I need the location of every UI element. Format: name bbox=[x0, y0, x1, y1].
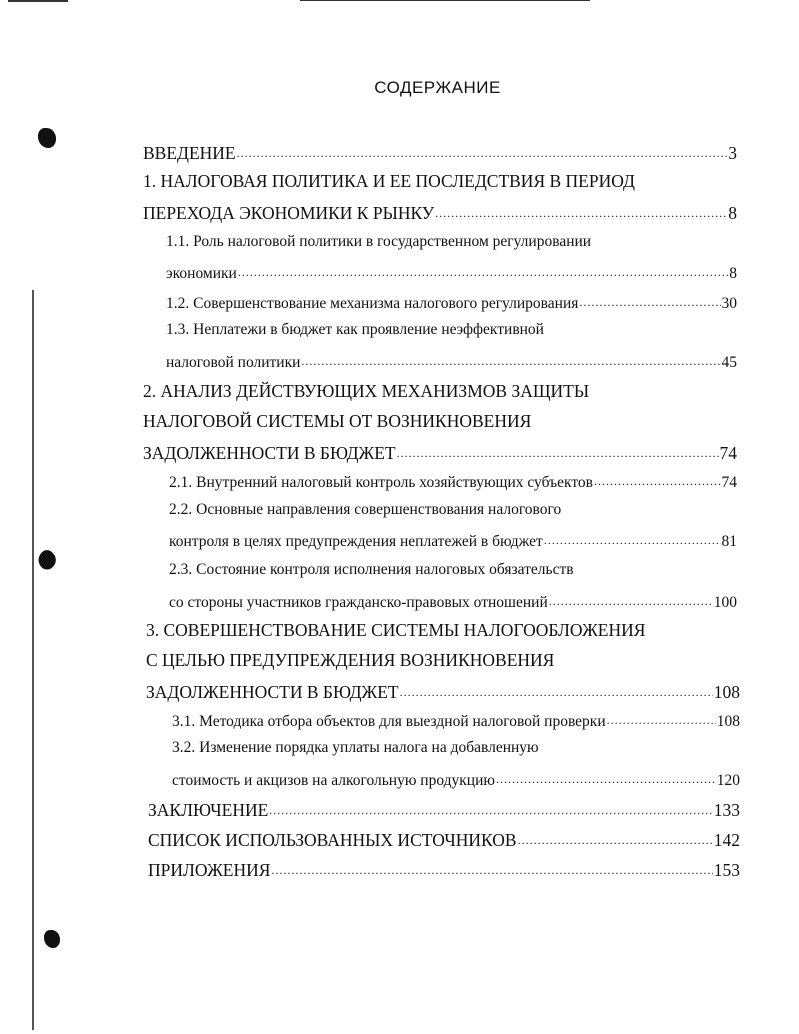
toc-leader-dots bbox=[579, 292, 720, 308]
toc-leader-dots bbox=[238, 262, 728, 278]
scan-artifact-top bbox=[300, 0, 590, 1]
toc-leader-dots bbox=[271, 858, 712, 876]
toc-entry-chapter-1: 1. НАЛОГОВАЯ ПОЛИТИКА И ЕЕ ПОСЛЕДСТВИЯ В ПЕРИОД bbox=[143, 171, 635, 191]
toc-entry-text: 2.1. Внутренний налоговый контроль хозяйствующих субъектов bbox=[169, 473, 593, 491]
toc-page-number: 3 bbox=[728, 142, 737, 163]
toc-entry-chapter-3-cont bbox=[146, 680, 740, 703]
toc-entry-conclusion bbox=[148, 798, 740, 821]
toc-entry-text: ЗАДОЛЖЕННОСТИ В БЮДЖЕТ bbox=[143, 442, 396, 463]
toc-entry-text: 3.1. Методика отбора объектов для выездной налоговой проверки bbox=[172, 712, 606, 730]
toc-entry-text: контроля в целях предупреждения неплатежей в бюджет bbox=[169, 532, 543, 550]
toc-page-number: 100 bbox=[713, 593, 737, 611]
toc-entry-text: ПЕРЕХОДА ЭКОНОМИКИ К РЫНКУ bbox=[143, 202, 435, 223]
toc-leader-dots bbox=[544, 530, 721, 546]
toc-entry-chapter-2-cont: НАЛОГОВОЙ СИСТЕМЫ ОТ ВОЗНИКНОВЕНИЯ bbox=[143, 411, 532, 431]
toc-entry-section-2-3: 2.3. Состояние контроля исполнения налоговых обязательств bbox=[169, 561, 574, 578]
toc-leader-dots bbox=[237, 141, 728, 159]
toc-entry-sources bbox=[148, 828, 740, 851]
toc-leader-dots bbox=[518, 828, 713, 846]
toc-entry-chapter-3-cont: С ЦЕЛЬЮ ПРЕДУПРЕЖДЕНИЯ ВОЗНИКНОВЕНИЯ bbox=[146, 650, 555, 670]
toc-page-number: 8 bbox=[729, 264, 737, 282]
toc-entry-chapter-2: 2. АНАЛИЗ ДЕЙСТВУЮЩИХ МЕХАНИЗМОВ ЗАЩИТЫ bbox=[143, 381, 590, 401]
toc-entry-section-1-3-cont bbox=[166, 351, 737, 372]
toc-entry-text: экономики bbox=[166, 264, 237, 282]
toc-page-number: 133 bbox=[713, 799, 740, 820]
toc-page-number: 81 bbox=[721, 532, 737, 550]
toc-entry-chapter-2-cont bbox=[143, 441, 737, 464]
scan-artifact-left bbox=[32, 290, 34, 1030]
toc-page-number: 8 bbox=[728, 202, 737, 223]
toc-entry-section-3-2: 3.2. Изменение порядка уплаты налога на добавленную bbox=[172, 739, 539, 756]
toc-leader-dots bbox=[435, 201, 727, 219]
toc-entry-section-1-1: 1.1. Роль налоговой политики в государственном регулировании bbox=[166, 233, 592, 250]
toc-page-number: 120 bbox=[716, 771, 740, 789]
toc-entry-section-1-3: 1.3. Неплатежи в бюджет как проявление неэффективной bbox=[166, 321, 544, 338]
toc-page-number: 74 bbox=[719, 442, 737, 463]
toc-entry-appendix bbox=[148, 858, 740, 881]
toc-leader-dots bbox=[496, 769, 716, 785]
toc-entry-text: 1.2. Совершенствование механизма налогового регулирования bbox=[166, 294, 579, 312]
toc-page-number: 153 bbox=[713, 859, 740, 880]
toc-entry-section-1-1-cont bbox=[166, 262, 737, 283]
scan-artifact-top bbox=[8, 0, 68, 2]
toc-entry-text: ЗАКЛЮЧЕНИЕ bbox=[148, 799, 269, 820]
toc-leader-dots bbox=[397, 441, 719, 459]
toc-page-number: 45 bbox=[721, 353, 737, 371]
toc-entry-section-2-1 bbox=[169, 471, 737, 492]
page-title: СОДЕРЖАНИЕ bbox=[374, 78, 501, 97]
toc-entry-section-1-2 bbox=[166, 292, 737, 313]
toc-entry-section-3-2-cont bbox=[172, 769, 740, 790]
toc-leader-dots bbox=[301, 351, 720, 367]
toc-entry-text: ЗАДОЛЖЕННОСТИ В БЮДЖЕТ bbox=[146, 681, 399, 702]
toc-leader-dots bbox=[594, 471, 721, 487]
toc-page-number: 108 bbox=[713, 681, 740, 702]
toc-entry-text: СПИСОК ИСПОЛЬЗОВАННЫХ ИСТОЧНИКОВ bbox=[148, 829, 517, 850]
scan-blot bbox=[44, 930, 60, 948]
toc-entry-text: налоговой политики bbox=[166, 353, 301, 371]
toc-entry-text: ПРИЛОЖЕНИЯ bbox=[148, 859, 271, 880]
toc-page-number: 142 bbox=[713, 829, 740, 850]
toc-leader-dots bbox=[400, 680, 713, 698]
toc-entry-section-2-2-cont bbox=[169, 530, 737, 551]
scan-blot bbox=[38, 128, 56, 148]
toc-entry-chapter-1-cont bbox=[143, 201, 737, 224]
toc-leader-dots bbox=[549, 591, 713, 607]
toc-entry-text: со стороны участников гражданско-правовых отношений bbox=[169, 593, 548, 611]
toc-page-number: 30 bbox=[721, 294, 737, 312]
toc-leader-dots bbox=[269, 798, 712, 816]
toc-page-number: 74 bbox=[721, 473, 737, 491]
toc-entry-section-2-2: 2.2. Основные направления совершенствования налогового bbox=[169, 501, 562, 518]
toc-entry-section-3-1 bbox=[172, 710, 740, 731]
toc-entry-chapter-3: 3. СОВЕРШЕНСТВОВАНИЕ СИСТЕМЫ НАЛОГООБЛОЖЕНИЯ bbox=[146, 620, 646, 640]
toc-entry-section-2-3-cont bbox=[169, 591, 737, 612]
toc-entry-text: стоимость и акцизов на алкогольную продукцию bbox=[172, 771, 495, 789]
toc-leader-dots bbox=[607, 710, 716, 726]
toc-page-number: 108 bbox=[716, 712, 740, 730]
toc-entry-text: ВВЕДЕНИЕ bbox=[143, 142, 236, 163]
scan-blot bbox=[34, 547, 59, 572]
toc-entry-intro bbox=[143, 141, 737, 164]
